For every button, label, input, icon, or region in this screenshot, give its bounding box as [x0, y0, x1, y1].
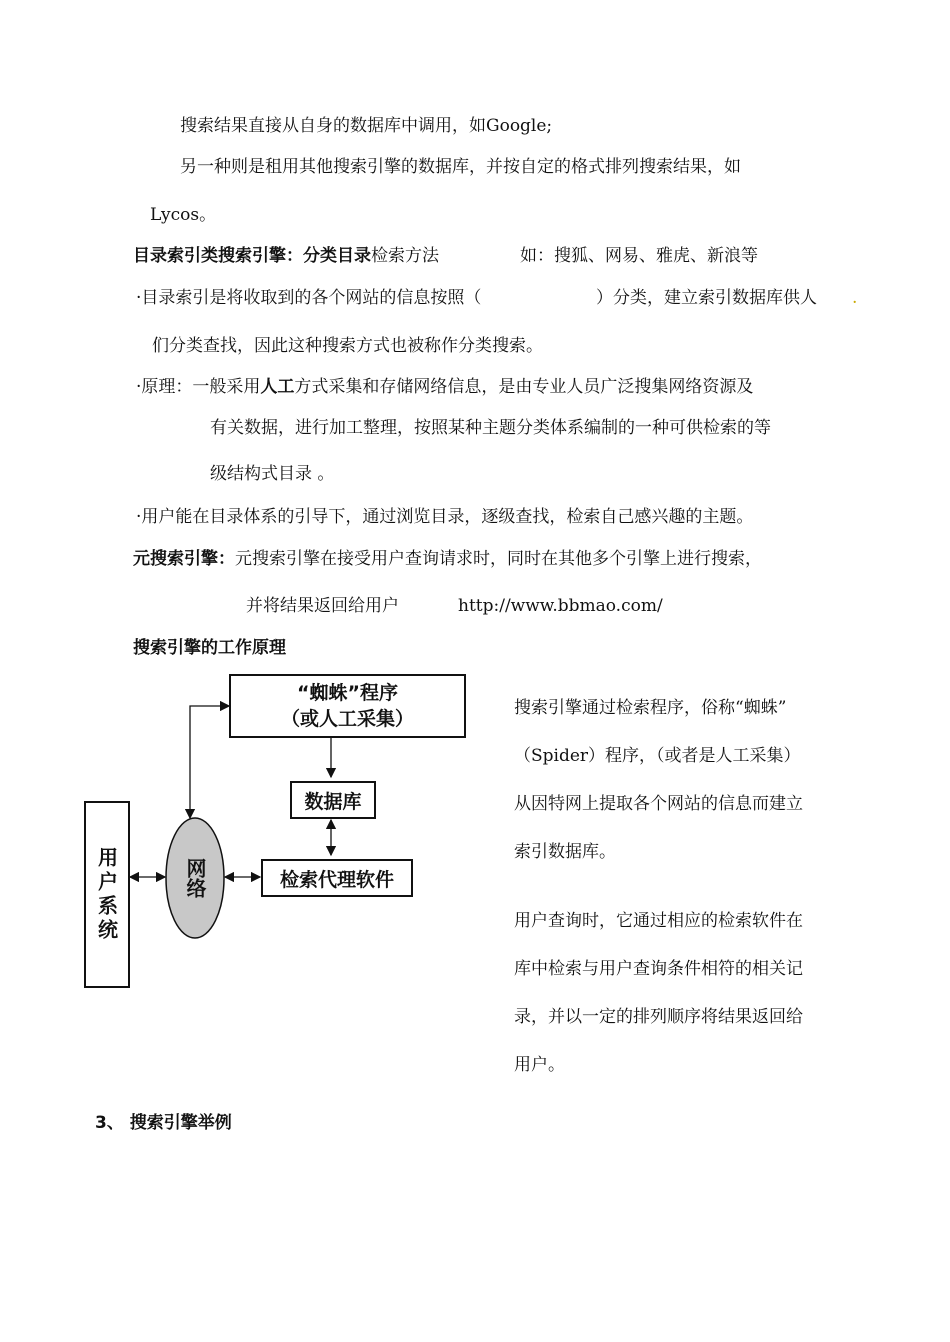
bullet2-bold: 人工 — [260, 377, 295, 397]
bullet1-line2: 们分类查找，因此这种搜索方式也被称作分类搜索。 — [152, 336, 543, 356]
side-text-line7: 录，并以一定的排列顺序将结果返回给 — [514, 1007, 803, 1027]
bullet2-rest: 方式采集和存储网络信息，是由专业人员广泛搜集网络资源及 — [294, 377, 754, 397]
bullet3: ·用户能在目录体系的引导下，通过浏览目录，逐级查找，检索自己感兴趣的主题。 — [136, 507, 754, 527]
meta-desc: 元搜索引擎在接受用户查询请求时，同时在其他多个引擎上进行搜索， — [235, 549, 762, 569]
arrow-network-spider — [190, 706, 229, 818]
side-text-line5: 用户查询时，它通过相应的检索软件在 — [514, 911, 803, 931]
user-system-box: 用户系统 — [84, 801, 130, 988]
diagram-connectors — [0, 0, 500, 1000]
spider-line2: （或人工采集） — [280, 708, 414, 730]
paragraph-google: 搜索结果直接从自身的数据库中调用，如Google; — [180, 116, 553, 136]
side-text-line2: （Spider）程序，（或者是人工采集） — [514, 746, 801, 766]
heading3-number: 3、 — [95, 1113, 124, 1133]
paragraph-lycos-line1: 另一种则是租用其他搜索引擎的数据库，并按自定的格式排列搜索结果，如 — [180, 157, 741, 177]
bullet2-prefix: ·原理：一般采用 — [136, 377, 261, 397]
yellow-dot-mark: . — [852, 288, 858, 308]
bullet1-line1-end: ）分类，建立索引数据库供人 — [596, 288, 817, 308]
side-text-line8: 用户。 — [514, 1055, 565, 1075]
spider-program-box — [229, 674, 466, 738]
directory-title-rest: 检索方法 — [371, 246, 439, 266]
work-principle-diagram — [0, 0, 500, 1000]
side-text-line3: 从因特网上提取各个网站的信息而建立 — [514, 794, 803, 814]
database-box: 数据库 — [290, 781, 376, 819]
heading3 — [95, 1112, 232, 1134]
side-text-line6: 库中检索与用户查询条件相符的相关记 — [514, 959, 803, 979]
directory-examples: 如：搜狐、网易、雅虎、新浪等 — [520, 246, 758, 266]
bullet2-line3: 级结构式目录 。 — [210, 464, 335, 484]
bullet1-line1-start: ·目录索引是将收取到的各个网站的信息按照（ — [136, 288, 482, 308]
network-label: 网络 — [183, 858, 207, 898]
directory-title-bold: 目录索引类搜索引擎：分类目录 — [133, 246, 371, 266]
section-title: 搜索引擎的工作原理 — [133, 638, 286, 658]
meta-title: 元搜索引擎： — [133, 549, 235, 569]
meta-url: http://www.bbmao.com/ — [458, 596, 663, 616]
paragraph-lycos-line2: Lycos。 — [150, 205, 217, 225]
heading3-text: 搜索引擎举例 — [129, 1113, 232, 1133]
bullet2-line2: 有关数据，进行加工整理，按照某种主题分类体系编制的一种可供检索的等 — [210, 418, 771, 438]
side-text-line1: 搜索引擎通过检索程序，俗称“蜘蛛” — [514, 698, 787, 718]
search-agent-box: 检索代理软件 — [261, 859, 413, 897]
side-text-line4: 索引数据库。 — [514, 842, 616, 862]
spider-line1: “蜘蛛”程序 — [297, 682, 398, 704]
meta-line2: 并将结果返回给用户 — [246, 596, 399, 616]
